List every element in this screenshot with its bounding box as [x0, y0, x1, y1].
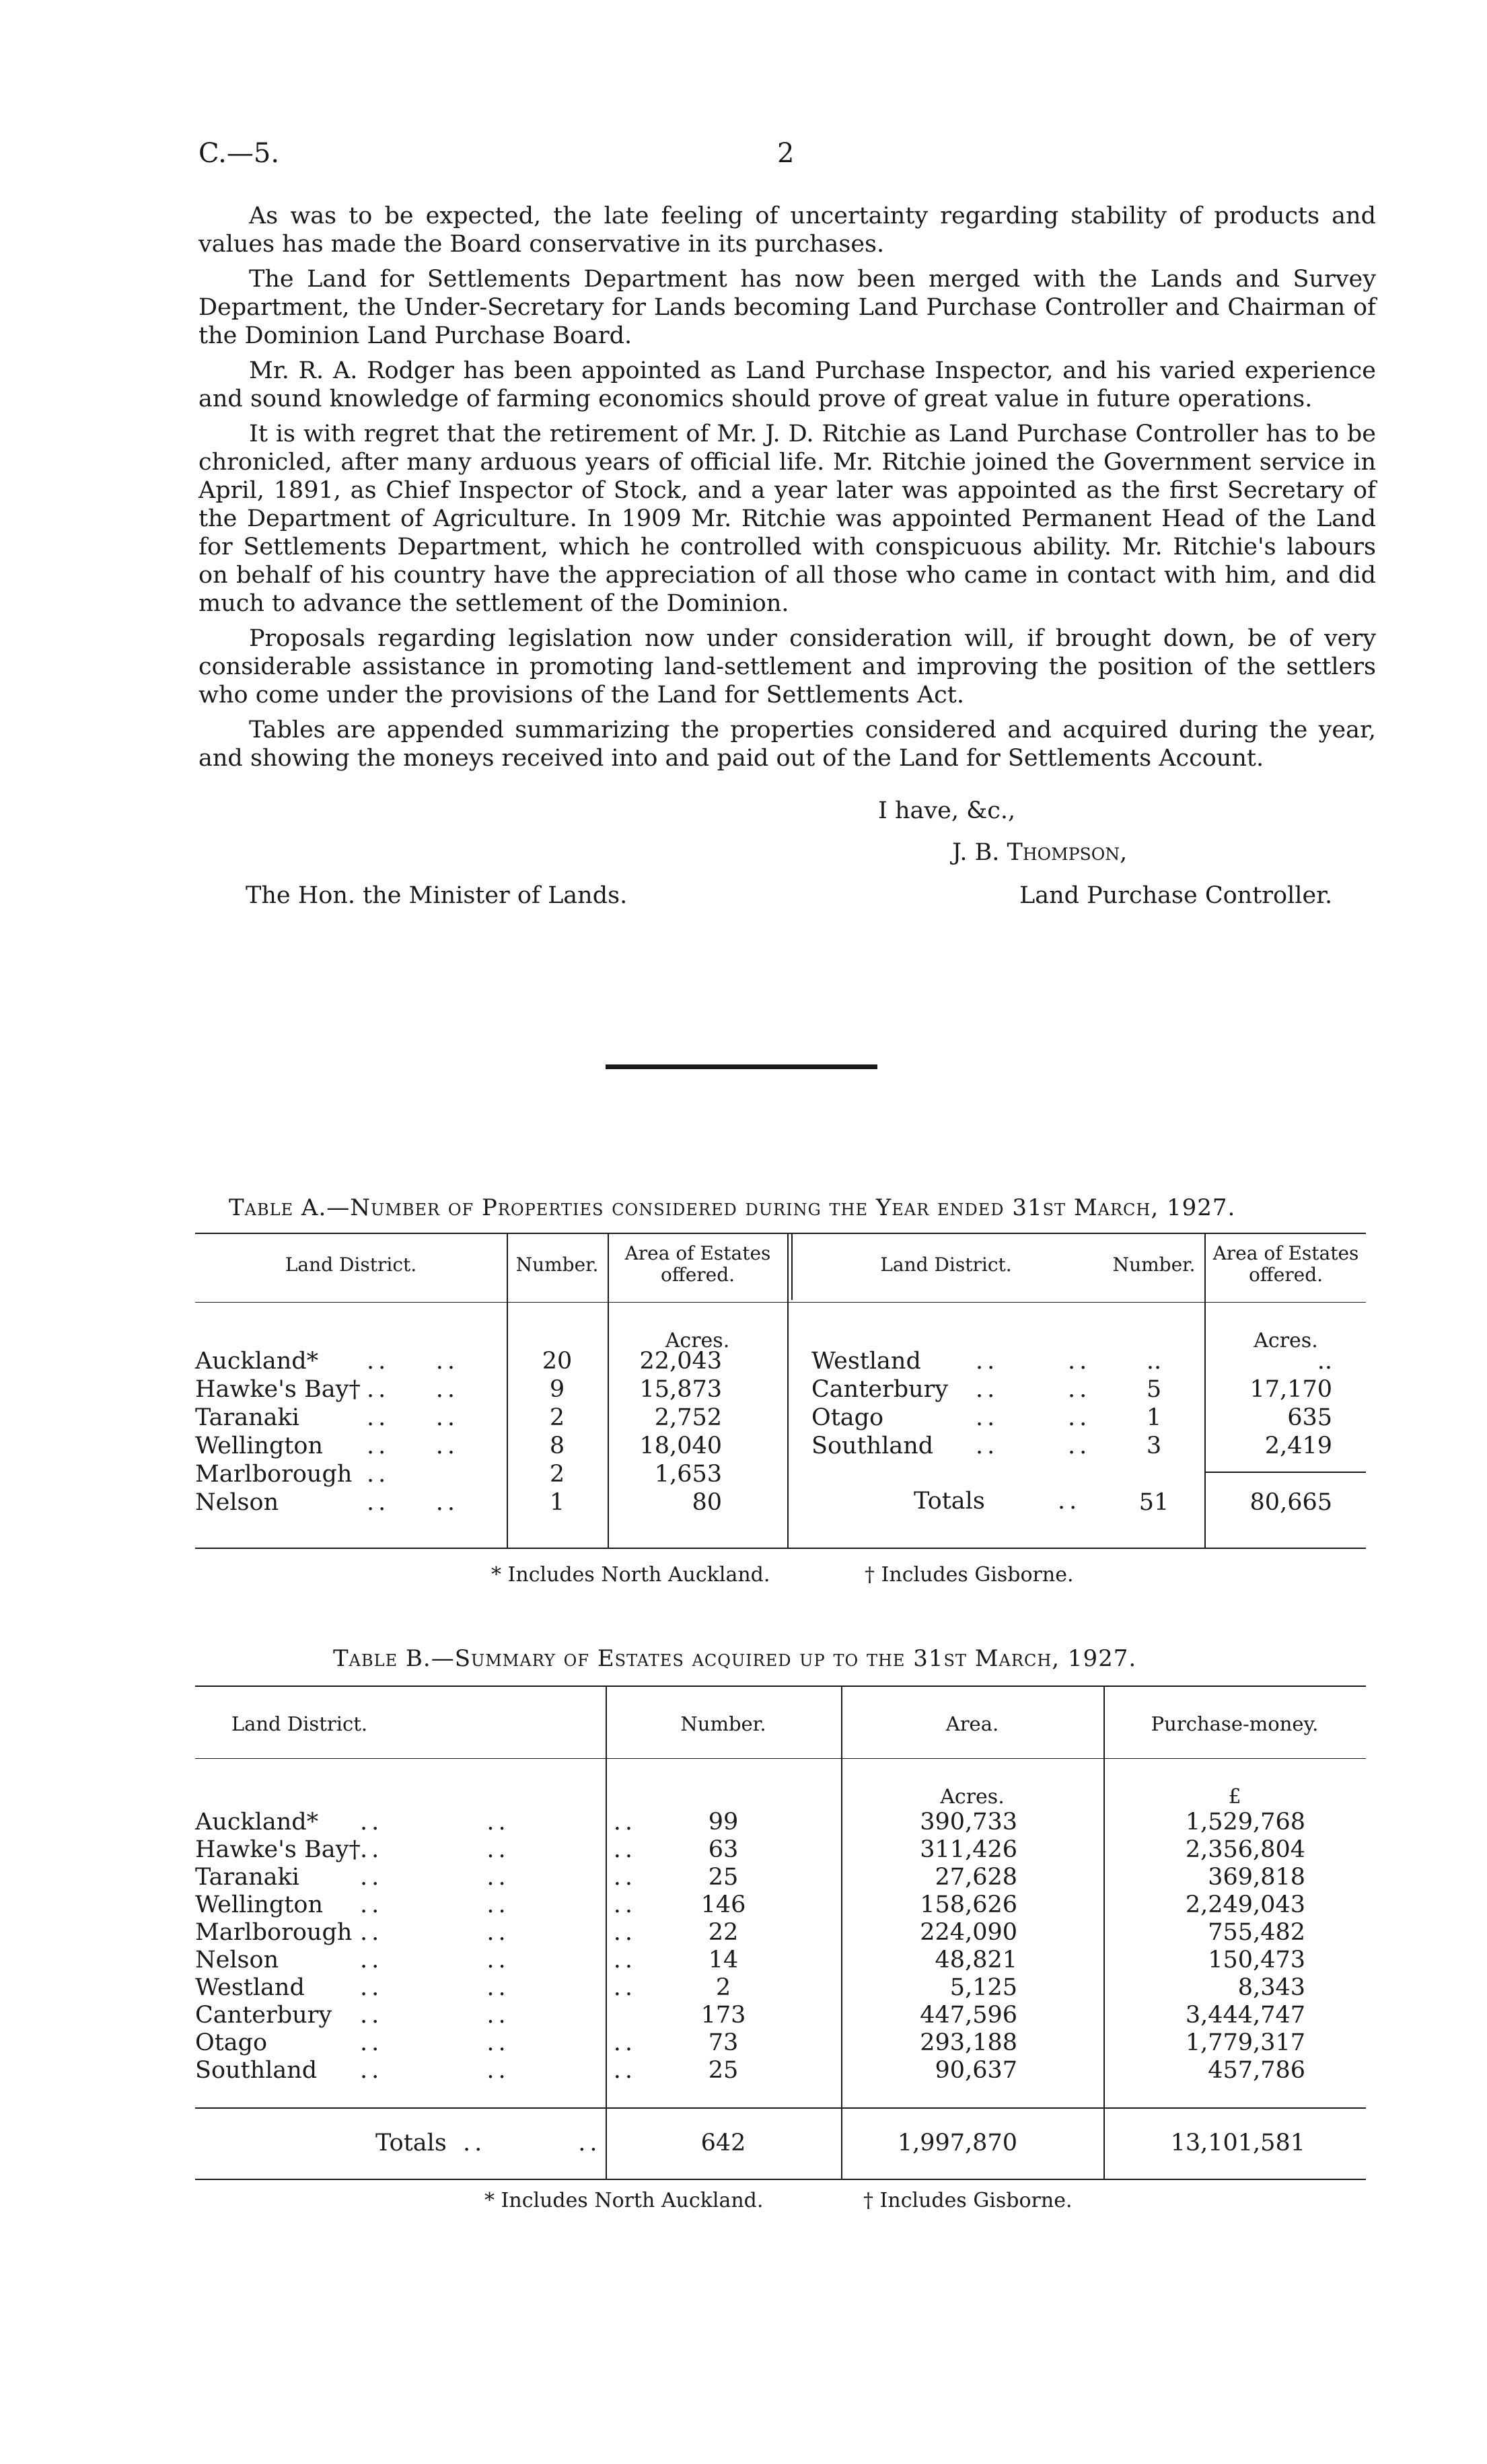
rule: [195, 1233, 1366, 1234]
rule: [195, 2107, 1366, 2109]
totals-area: 80,665: [1249, 1489, 1332, 1516]
table-row-district: Wellington: [195, 1433, 324, 1459]
leader-dots: .. ..: [463, 2130, 602, 2157]
leader-dots: .. ..: [976, 1376, 1091, 1403]
table-row-money: 1,529,768: [1185, 1809, 1305, 1836]
table-row-area: 17,170: [1249, 1376, 1332, 1403]
table-row-number: 1: [1146, 1404, 1162, 1431]
document-reference: C.—5.: [198, 138, 280, 169]
leader-dots: .. .. ..: [360, 1836, 637, 1863]
table-row-area: 27,628: [935, 1864, 1017, 1891]
leader-dots: .. ..: [367, 1433, 460, 1459]
table-row-area: 18,040: [639, 1433, 722, 1459]
table-row-money: 755,482: [1208, 1919, 1305, 1946]
leader-dots: .. .. ..: [360, 1809, 637, 1836]
table-row-number: 2: [715, 1974, 731, 2001]
table-row-district: Canterbury: [811, 1376, 949, 1403]
unit-label: Acres.: [940, 1785, 1005, 1809]
col-header-district: Land District.: [231, 1712, 368, 1735]
paragraph: The Land for Settlements Department has now been merged with the Lands and Survey Department, the Under-Secretary for Lands becoming Land Purchase Controller and Chairman of the Dominion Land Purchase Board.: [198, 266, 1376, 349]
rule: [195, 1686, 1366, 1687]
leader-dots: .. .. ..: [360, 1891, 637, 1918]
addressee: The Hon. the Minister of Lands.: [246, 882, 628, 909]
table-row-money: 2,249,043: [1185, 1891, 1305, 1918]
paragraph: Tables are appended summarizing the properties considered and acquired during the year, and showing the moneys received into and paid out of the Land for Settlements Account.: [198, 717, 1376, 772]
unit-label: £: [1228, 1785, 1241, 1809]
table-row-area: 311,426: [920, 1836, 1017, 1863]
table-row-money: 8,343: [1237, 1974, 1305, 2001]
table-row-district: Auckland*: [195, 1809, 319, 1836]
leader-dots: .. .. ..: [360, 2029, 637, 2056]
table-row-area: 2,752: [654, 1404, 722, 1431]
leader-dots: .. ..: [367, 1376, 460, 1403]
table-row-money: 369,818: [1208, 1864, 1305, 1891]
table-row-area: 390,733: [920, 1809, 1017, 1836]
footnote: † Includes Gisborne.: [865, 1563, 1074, 1587]
section-divider: [606, 1064, 877, 1069]
table-row-area: 158,626: [920, 1891, 1017, 1918]
table-row-number: 73: [708, 2029, 739, 2056]
footnote: † Includes Gisborne.: [863, 2189, 1073, 2212]
table-row-district: Taranaki: [195, 1864, 299, 1891]
table-row-number: 2: [549, 1404, 565, 1431]
closing: I have, &c.,: [878, 797, 1016, 824]
table-row-number: 20: [542, 1348, 573, 1375]
leader-dots: ..: [1058, 1488, 1081, 1515]
table-row-number: 25: [708, 2057, 739, 2084]
table-row-number: 8: [549, 1433, 565, 1459]
table-row-district: Westland: [811, 1348, 921, 1375]
totals-label: Totals: [914, 1488, 985, 1515]
table-row-area: 15,873: [639, 1376, 722, 1403]
letter-body: [198, 202, 1376, 779]
unit-label: Acres.: [665, 1329, 730, 1352]
table-row-district: Nelson: [195, 1947, 279, 1973]
table-row-number: 146: [700, 1891, 746, 1918]
table-row-number: 22: [708, 1919, 739, 1946]
table-row-district: Marlborough: [195, 1919, 353, 1946]
signatory-name: J. B. Thompson,: [952, 839, 1128, 866]
table-row-number: 3: [1146, 1433, 1162, 1459]
leader-dots: .. .. ..: [360, 2057, 637, 2084]
table-row-area: 2,419: [1264, 1433, 1332, 1459]
table-row-district: Marlborough: [195, 1461, 353, 1488]
table-b-caption: Table B.—Summary of Estates acquired up to the 31st March, 1927.: [333, 1645, 1137, 1672]
rule: [195, 1302, 1366, 1303]
leader-dots: .. ..: [367, 1489, 460, 1516]
table-row-district: Otago: [195, 2029, 268, 2056]
leader-dots: .. ..: [367, 1348, 460, 1375]
table-row-number: 2: [549, 1461, 565, 1488]
rule: [1204, 1472, 1366, 1473]
table-row-number: 1: [549, 1489, 565, 1516]
signatory-title: Land Purchase Controller.: [1019, 882, 1333, 909]
table-row-district: Otago: [811, 1404, 884, 1431]
totals-number: 51: [1138, 1489, 1169, 1516]
col-header-district: Land District.: [285, 1254, 417, 1276]
table-row-number: 99: [708, 1809, 739, 1836]
col-header-number: Number.: [680, 1712, 766, 1735]
table-row-number: ..: [1146, 1348, 1162, 1375]
totals-label: Totals: [375, 2130, 447, 2157]
unit-label: Acres.: [1254, 1329, 1318, 1352]
table-row-district: Wellington: [195, 1891, 324, 1918]
table-row-district: Southland: [811, 1433, 934, 1459]
leader-dots: .. .. ..: [360, 1864, 637, 1891]
page-number: 2: [777, 138, 795, 169]
table-row-district: Nelson: [195, 1489, 279, 1516]
col-header-area: Area.: [945, 1712, 999, 1735]
col-header-district: Land District.: [880, 1254, 1012, 1276]
table-row-area: 224,090: [920, 1919, 1017, 1946]
totals-money: 13,101,581: [1170, 2130, 1305, 2157]
col-header-area: Area of Estates offered.: [1212, 1242, 1359, 1286]
table-row-money: 2,356,804: [1185, 1836, 1305, 1863]
table-row-district: Hawke's Bay†: [195, 1376, 361, 1403]
table-row-area: 48,821: [935, 1947, 1017, 1973]
table-row-number: 5: [1146, 1376, 1162, 1403]
table-row-money: 1,779,317: [1185, 2029, 1305, 2056]
table-row-money: 457,786: [1208, 2057, 1305, 2084]
table-row-area: 22,043: [639, 1348, 722, 1375]
table-row-area: 635: [1287, 1404, 1332, 1431]
footnote: * Includes North Auckland.: [491, 1563, 770, 1587]
table-row-area: 447,596: [920, 2002, 1017, 2029]
table-row-number: 9: [549, 1376, 565, 1403]
paragraph: It is with regret that the retirement of Mr. J. D. Ritchie as Land Purchase Controller has to be chronicled, after many arduous years of official life. Mr. Ritchie joined the Government service in April, 1891, as Chief Inspector of Stock, and a year later was appointed as the first Secretary of the Department of Agriculture. In 1909 Mr. Ritchie was appointed Permanent Head of the Land for Settlements Department, which he controlled with conspicuous ability. Mr. Ritchie's labours on behalf of his country have the appreciation of all those who came in contact with him, and did much to advance the settlement of the Dominion.: [198, 421, 1376, 617]
table-row-number: 25: [708, 1864, 739, 1891]
leader-dots: .. ..: [367, 1404, 460, 1431]
table-row-district: Canterbury: [195, 2002, 332, 2029]
paragraph: Proposals regarding legislation now under consideration will, if brought down, be of very considerable assistance in promoting land-settlement and improving the position of the settlers who come under the provisions of the Land for Settlements Act.: [198, 625, 1376, 709]
table-row-number: 173: [700, 2002, 746, 2029]
table-row-area: ..: [1317, 1348, 1332, 1375]
leader-dots: .. .. ..: [360, 1974, 637, 2001]
col-header-area: Area of Estates offered.: [624, 1242, 771, 1286]
table-row-money: 3,444,747: [1185, 2002, 1305, 2029]
rule: [787, 1233, 789, 1548]
col-header-number: Number.: [515, 1254, 599, 1276]
table-row-area: 90,637: [935, 2057, 1017, 2084]
table-a: [195, 1233, 1366, 1556]
leader-dots: .. ..: [360, 2002, 510, 2029]
table-b: [195, 1686, 1366, 2187]
table-row-district: Auckland*: [195, 1348, 319, 1375]
totals-area: 1,997,870: [897, 2130, 1017, 2157]
table-row-area: 293,188: [920, 2029, 1017, 2056]
totals-number: 642: [700, 2130, 746, 2157]
leader-dots: .. ..: [976, 1348, 1091, 1375]
table-row-area: 80: [692, 1489, 722, 1516]
paragraph: As was to be expected, the late feeling of uncertainty regarding stability of products and values has made the Board conservative in its purchases.: [198, 203, 1376, 258]
table-row-number: 63: [708, 1836, 739, 1863]
table-row-district: Taranaki: [195, 1404, 299, 1431]
leader-dots: .. ..: [976, 1404, 1091, 1431]
rule: [195, 2179, 1366, 2180]
footnote: * Includes North Auckland.: [484, 2189, 764, 2212]
leader-dots: .. .. ..: [360, 1947, 637, 1973]
table-a-caption: Table A.—Number of Properties considered during the Year ended 31st March, 1927.: [229, 1194, 1236, 1221]
table-row-district: Hawke's Bay†: [195, 1836, 361, 1863]
col-header-money: Purchase-money.: [1151, 1712, 1319, 1735]
table-row-money: 150,473: [1208, 1947, 1305, 1973]
table-row-district: Westland: [195, 1974, 305, 2001]
rule: [195, 1758, 1366, 1759]
rule: [195, 1548, 1366, 1549]
paragraph: Mr. R. A. Rodger has been appointed as Land Purchase Inspector, and his varied experience and sound knowledge of farming economics should prove of great value in future operations.: [198, 357, 1376, 412]
col-header-number: Number.: [1112, 1254, 1196, 1276]
table-row-district: Southland: [195, 2057, 318, 2084]
table-row-area: 1,653: [654, 1461, 722, 1488]
leader-dots: .. .. ..: [360, 1919, 637, 1946]
table-row-number: 14: [708, 1947, 739, 1973]
leader-dots: .. ..: [976, 1433, 1091, 1459]
table-row-area: 5,125: [949, 1974, 1017, 2001]
leader-dots: ..: [367, 1461, 390, 1488]
